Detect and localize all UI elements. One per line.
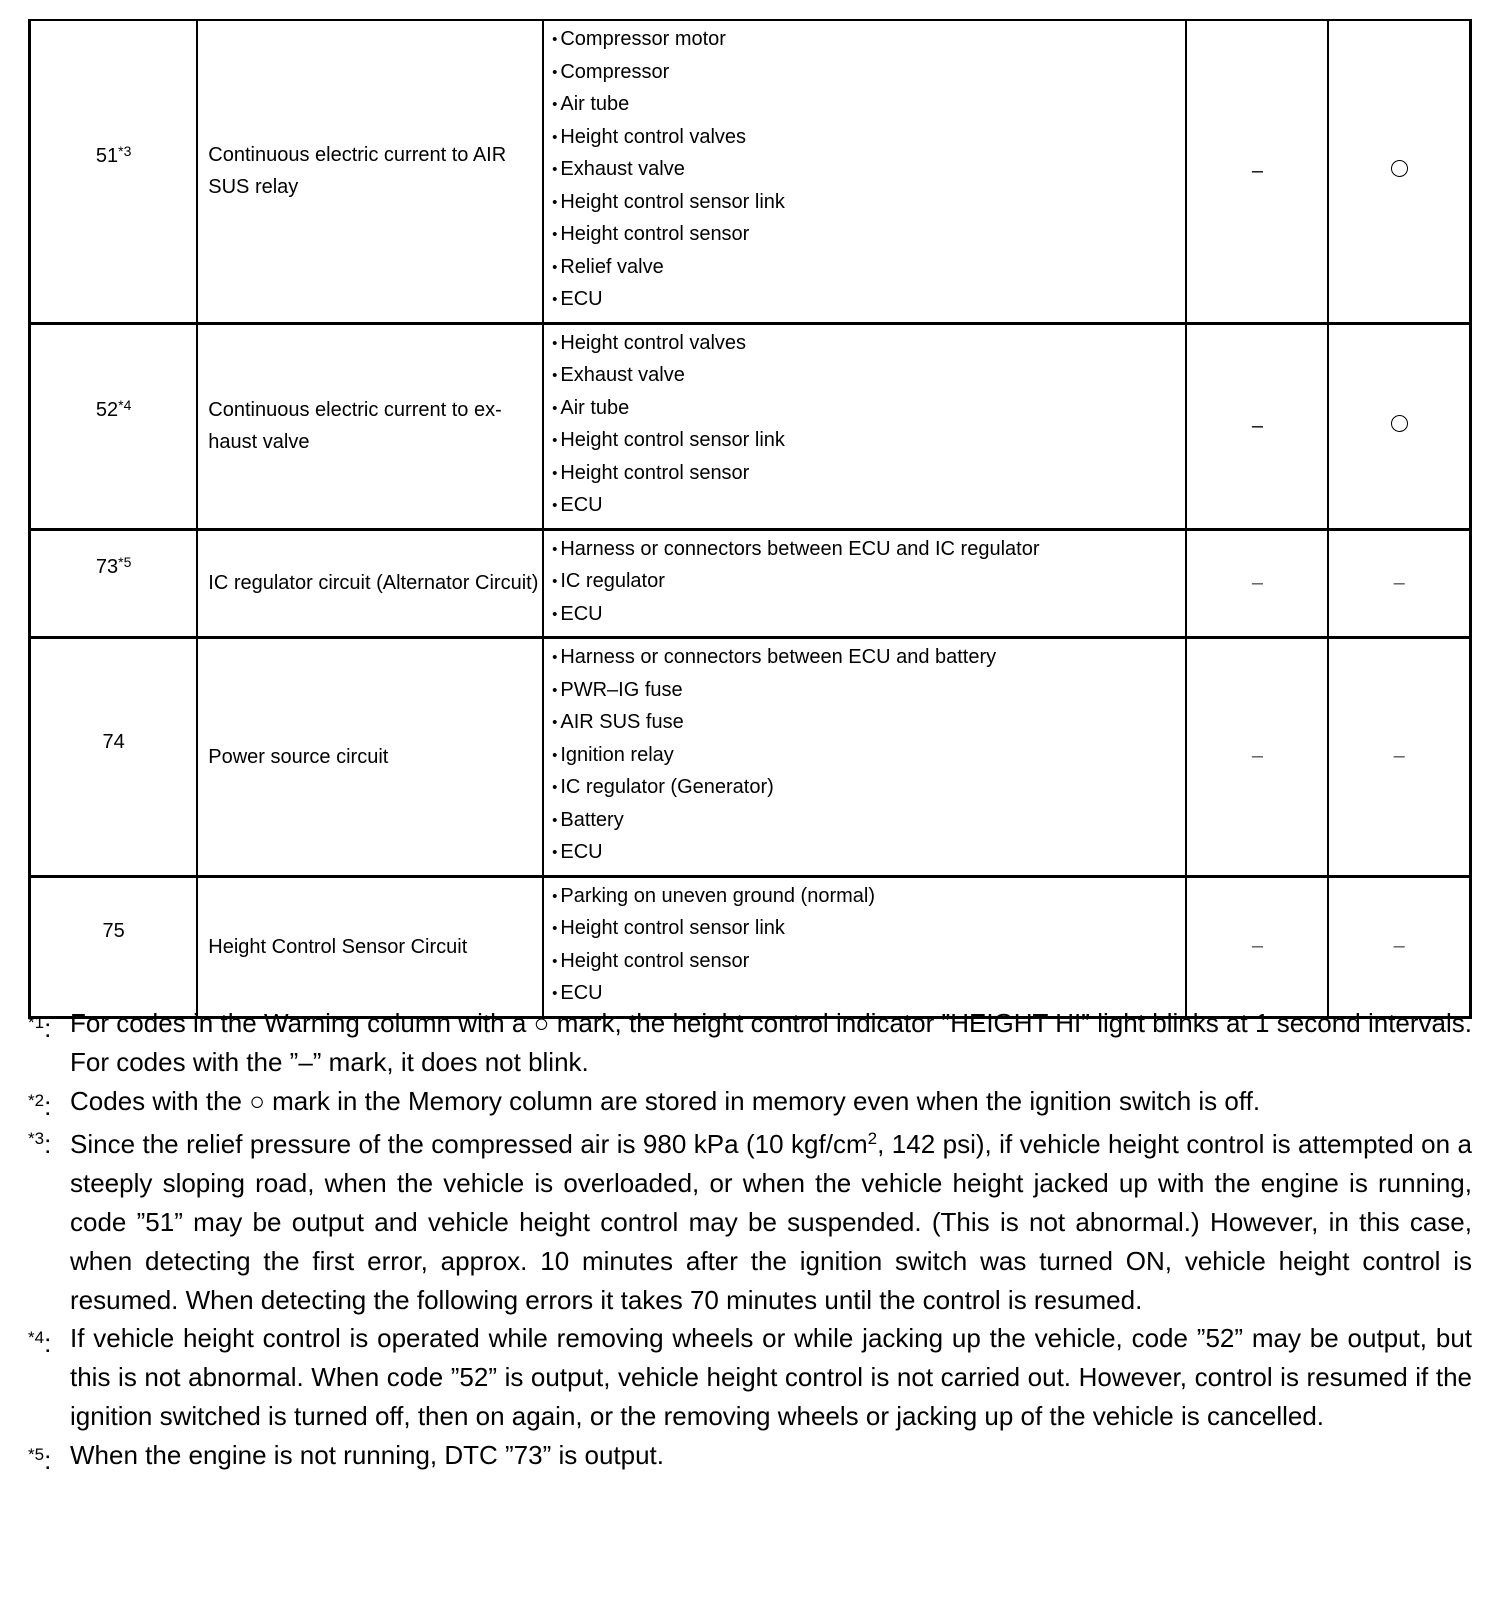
footnote-text: Codes with the ○ mark in the Memory column are stored in memory even when the ignition switch is off. <box>70 1085 1261 1116</box>
trouble-area-item: • PWR–IG fuse <box>552 674 1185 707</box>
footnote-marker: $^{*5}$: <box>28 1444 52 1475</box>
footnote <box>28 1436 1472 1475</box>
memory-cell <box>1328 638 1470 877</box>
table-row <box>30 323 1471 529</box>
dash-mark: – <box>1251 414 1263 437</box>
trouble-area-item: • IC regulator <box>552 565 1185 598</box>
memory-cell <box>1328 529 1470 638</box>
trouble-area-item: • Ignition relay <box>552 739 1185 772</box>
trouble-area-item: • Compressor motor <box>552 23 1185 56</box>
footnotes <box>28 1004 1472 1475</box>
trouble-area-item: • ECU <box>552 598 1185 631</box>
trouble-area-cell <box>543 529 1186 638</box>
footnote-marker: $^{*4}$: <box>28 1328 52 1359</box>
trouble-area-item: • Height control sensor <box>552 457 1185 490</box>
warning-cell <box>1186 323 1328 529</box>
trouble-area-item: • Height control sensor <box>552 218 1185 251</box>
dtc-code-cell <box>30 323 198 529</box>
table-row <box>30 638 1471 877</box>
trouble-area-item: • Height control sensor link <box>552 424 1185 457</box>
trouble-area-item: • Height control sensor link <box>552 186 1185 219</box>
trouble-area-list <box>552 533 1185 631</box>
trouble-area-item: • Exhaust valve <box>552 153 1185 186</box>
dtc-code: 75 <box>102 919 125 942</box>
dtc-code-cell <box>30 638 198 877</box>
trouble-area-item: • Battery <box>552 804 1185 837</box>
memory-cell <box>1328 876 1470 1017</box>
trouble-area-item: • Height control valves <box>552 327 1185 360</box>
dtc-code: 51 <box>95 145 119 167</box>
footnote-text: When the engine is not running, DTC ”73” is output. <box>70 1439 664 1470</box>
warning-cell <box>1186 876 1328 1017</box>
trouble-area-item: • Air tube <box>552 88 1185 121</box>
trouble-area-item: • ECU <box>552 836 1185 869</box>
footnote-marker: $^{*2}$: <box>28 1090 52 1121</box>
footnote-text: For codes in the Warning column with a ○ mark, the height control indicator ”HEIGHT HI” light blinks at 1 second intervals. For codes with the ”–” mark, it does not blink. <box>70 1008 1472 1077</box>
trouble-area-cell <box>543 638 1186 877</box>
trouble-area-list <box>552 327 1185 522</box>
footnote <box>28 1120 1472 1319</box>
dtc-code: 73 <box>95 555 119 578</box>
circle-mark-icon <box>1391 160 1408 177</box>
dtc-code-cell <box>30 529 198 638</box>
warning-cell <box>1186 529 1328 638</box>
memory-cell <box>1328 323 1470 529</box>
dash-mark: – <box>1251 159 1263 182</box>
trouble-area-item: • Height control sensor link <box>552 912 1185 945</box>
trouble-area-list <box>552 23 1185 316</box>
dtc-table <box>28 19 1472 1019</box>
table-row <box>30 876 1471 1017</box>
dtc-description: Continuous electric current to AIR SUS relay <box>197 20 543 323</box>
trouble-area-list <box>552 641 1185 869</box>
dtc-description: IC regulator circuit (Alternator Circuit) <box>197 529 543 638</box>
warning-cell <box>1186 638 1328 877</box>
footnote-marker: $^{*3}$: <box>28 1129 52 1160</box>
circle-mark-icon <box>1391 415 1408 432</box>
trouble-area-item: • ECU <box>552 489 1185 522</box>
dash-mark: – <box>1251 935 1263 957</box>
dash-mark: – <box>1393 935 1405 957</box>
footnote <box>28 1082 1472 1121</box>
trouble-area-item: • Height control valves <box>552 121 1185 154</box>
trouble-area-item: • Parking on uneven ground (normal) <box>552 880 1185 913</box>
footnote-text: Since the relief pressure of the compressed air is 980 kPa (10 kgf/$cm^2$, 142 psi), if vehicle height control is attempted on a steeply sloping road, when the vehicle is overloaded, or when the vehicle height jacked up with the engine is running, code ”51” may be output and vehicle height control may be suspended. (This is not abnormal.) However, in this case, when detecting the first error, approx. 10 minutes after the ignition switch was turned ON, vehicle height control is resumed. When detecting the following errors it takes 70 minutes until the control is resumed. <box>70 1129 1472 1315</box>
trouble-area-item: • IC regulator (Generator) <box>552 771 1185 804</box>
trouble-area-cell <box>543 323 1186 529</box>
memory-cell <box>1328 20 1470 323</box>
dtc-description: Power source circuit <box>197 638 543 877</box>
dash-mark: – <box>1393 571 1405 594</box>
footnote <box>28 1319 1472 1435</box>
dtc-code: 52 <box>95 398 119 421</box>
trouble-area-item: • Harness or connectors between ECU and IC regulator <box>552 533 1185 566</box>
trouble-area-item: • Height control sensor <box>552 945 1185 978</box>
dtc-code-cell <box>30 20 198 323</box>
trouble-area-list <box>552 880 1185 1010</box>
trouble-area-item: • Relief valve <box>552 251 1185 284</box>
trouble-area-cell <box>543 20 1186 323</box>
dtc-code: 74 <box>102 731 125 753</box>
dtc-code-cell <box>30 876 198 1017</box>
footnote-marker: $^{*1}$: <box>28 1013 52 1043</box>
footnote <box>28 1004 1472 1082</box>
footnote-text: If vehicle height control is operated while removing wheels or while jacking up the vehicle, code ”52” may be output, but this is not abnormal. When code ”52” is output, vehicle height control is not carried out. However, control is resumed if the ignition switched is turned off, then on again, or the removing wheels or jacking up of the vehicle is cancelled. <box>70 1323 1472 1431</box>
dash-mark: – <box>1251 571 1263 594</box>
trouble-area-item: • Harness or connectors between ECU and battery <box>552 641 1185 674</box>
table-row <box>30 20 1471 323</box>
trouble-area-cell <box>543 876 1186 1017</box>
trouble-area-item: • Air tube <box>552 392 1185 425</box>
dash-mark: – <box>1251 745 1263 768</box>
dash-mark: – <box>1393 745 1405 768</box>
trouble-area-item: • Exhaust valve <box>552 359 1185 392</box>
trouble-area-item: • ECU <box>552 977 1185 1010</box>
note-reference: *3 <box>118 143 132 159</box>
note-reference: *5 <box>118 553 132 570</box>
trouble-area-item: • AIR SUS fuse <box>552 706 1185 739</box>
note-reference: *4 <box>118 396 132 413</box>
warning-cell <box>1186 20 1328 323</box>
trouble-area-item: • Compressor <box>552 56 1185 89</box>
dtc-description: Height Control Sensor Circuit <box>197 876 543 1017</box>
dtc-description: Continuous electric current to ex-haust valve <box>197 323 543 529</box>
trouble-area-item: • ECU <box>552 283 1185 316</box>
table-row <box>30 529 1471 638</box>
